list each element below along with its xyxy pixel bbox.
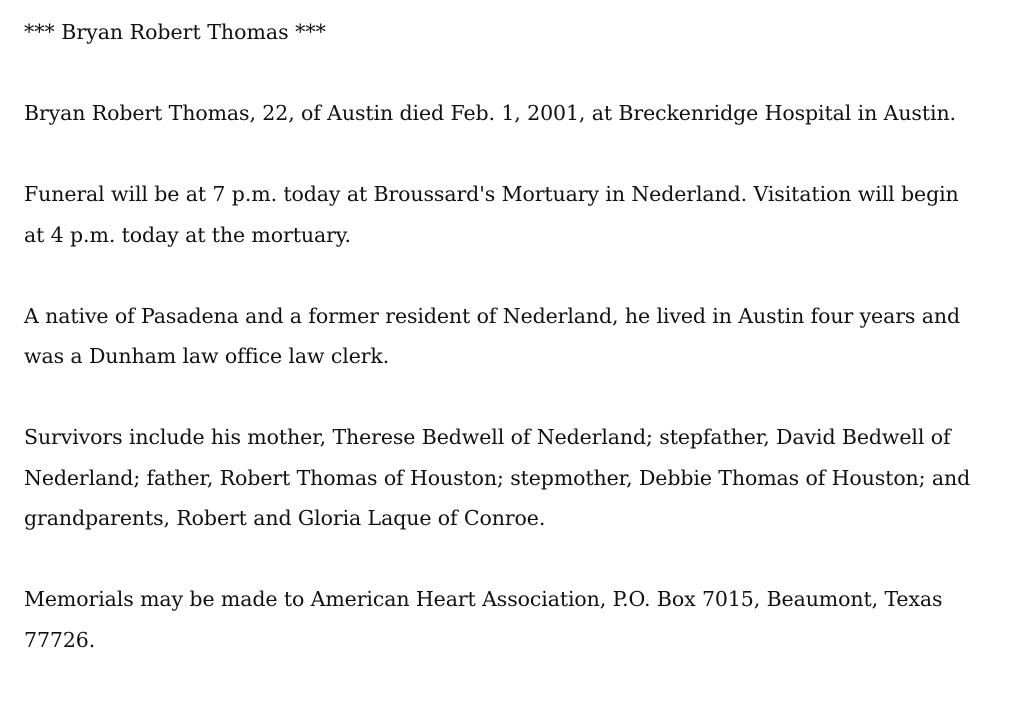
obituary-document xyxy=(24,12,974,701)
paragraph-funeral: Funeral will be at 7 p.m. today at Broussard's Mortuary in Nederland. Visitation will begin at 4 p.m. today at the mortuary. xyxy=(24,182,959,247)
paragraph-death-notice: Bryan Robert Thomas, 22, of Austin died Feb. 1, 2001, at Breckenridge Hospital in Austin. xyxy=(24,101,956,125)
paragraph-survivors: Survivors include his mother, Therese Bedwell of Nederland; stepfather, David Bedwell of Nederland; father, Robert Thomas of Houston; stepmother, Debbie Thomas of Houston; and grandparents, Robert and Gloria Laque of Conroe. xyxy=(24,425,971,530)
obituary-title: *** Bryan Robert Thomas *** xyxy=(24,20,326,44)
paragraph-memorials: Memorials may be made to American Heart Association, P.O. Box 7015, Beaumont, Texas 77726. xyxy=(24,587,943,652)
paragraph-background: A native of Pasadena and a former resident of Nederland, he lived in Austin four years and was a Dunham law office law clerk. xyxy=(24,303,960,368)
